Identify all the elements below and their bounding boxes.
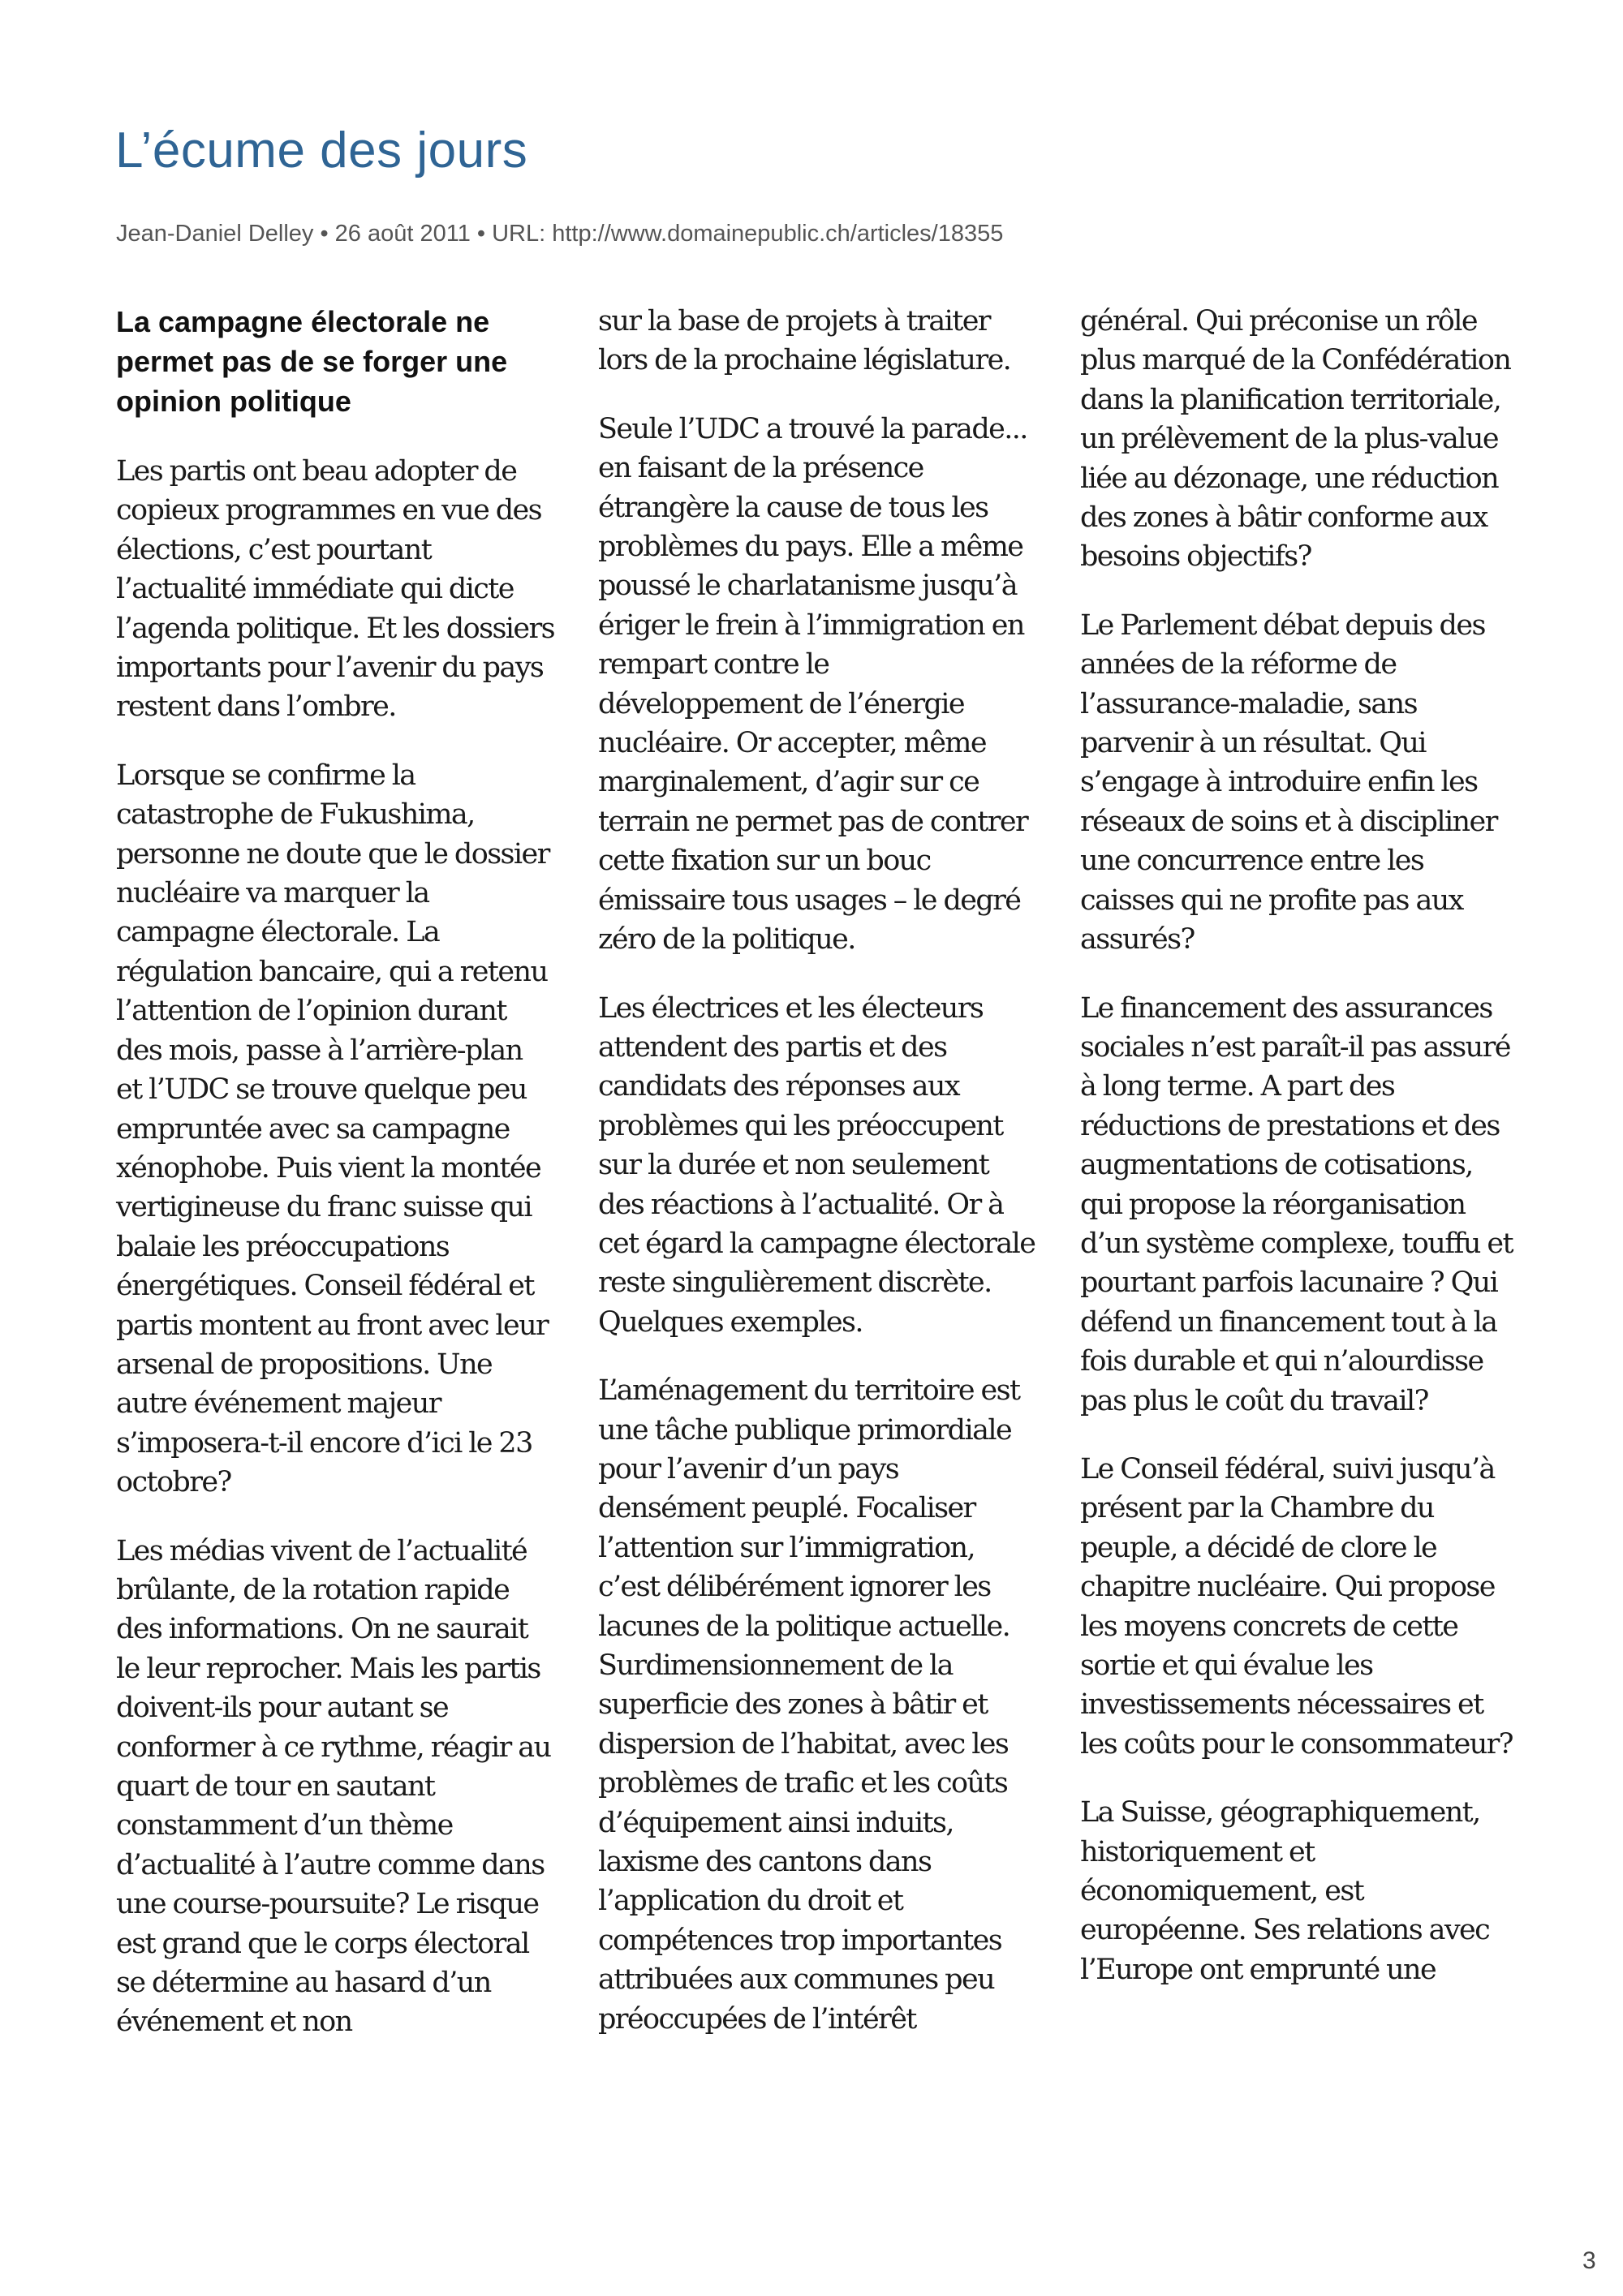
paragraph: L’aménagement du territoire est une tâche publique primordiale pour l’avenir d’un pays densément peuplé. Focaliser l’attention sur l’immigration, c’est délibérément ignorer les lacunes de la politique actuelle. Surdimensionnement de la superficie des zones à bâtir et dispersion de l’habitat, avec les problèmes de trafic et les coûts d’équipement ainsi induits, laxisme des cantons dans l’application du droit et compétences trop importantes attribuées aux communes peu préoccupées de l’intérêt xyxy=(598,1374,1020,2036)
paragraph: Les médias vivent de l’actualité brûlante, de la rotation rapide des informations. On ne saurait le leur reprocher. Mais les partis doivent-ils pour autant se conformer à ce rythme, réagir au quart de tour en sautant constamment d’un thème d’actualité à l’autre comme dans une course-poursuite? Le risque est grand que le corps électoral se détermine au hasard d’un événement et non xyxy=(116,1534,551,2039)
paragraph: Le Conseil fédéral, suivi jusqu’à présent par la Chambre du peuple, a décidé de clore le chapitre nucléaire. Qui propose les moyens concrets de cette sortie et qui évalue les investissements nécessaires et les coûts pour le consommateur? xyxy=(1080,1452,1513,1761)
paragraph: La Suisse, géographiquement, historiquement et économiquement, est européenne. Ses relations avec l’Europe ont emprunté une xyxy=(1080,1796,1490,1986)
paragraph: Seule l’UDC a trouvé la parade... en faisant de la présence étrangère la cause de tous les problèmes du pays. Elle a même poussé le charlatanisme jusqu’à ériger le frein à l’immigration en rempart contre le développement de l’énergie nucléaire. Or accepter, même marginalement, d’agir sur ce terrain ne permet pas de contrer cette fixation sur un bouc émissaire tous usages – le degré zéro de la politique. xyxy=(598,412,1028,957)
paragraph: sur la base de projets à traiter lors de la prochaine législature. xyxy=(598,305,1011,377)
paragraph: général. Qui préconise un rôle plus marqué de la Confédération dans la planification territoriale, un prélèvement de la plus-value liée au dézonage, une réduction des zones à bâtir conforme aux besoins objectifs? xyxy=(1080,305,1511,574)
paragraph: Le financement des assurances sociales n’est paraît-il pas assuré à long terme. A part des réductions de prestations et des augmentations de cotisations, qui propose la réorganisation d’un système complexe, touffu et pourtant parfois lacunaire ? Qui défend un financement tout à la fois durable et qui n’alourdisse pas plus le coût du travail? xyxy=(1080,991,1513,1417)
article-lede: La campagne électorale ne permet pas de se forger une opinion politique xyxy=(116,305,508,418)
paragraph: Le Parlement débat depuis des années de la réforme de l’assurance-maladie, sans parvenir à un résultat. Qui s’engage à introduire enfin les réseaux de soins et à discipliner une concurrence entre les caisses qui ne profite pas aux assurés? xyxy=(1080,608,1497,957)
text-column-3 xyxy=(1080,302,1518,1989)
paragraph: Lorsque se confirme la catastrophe de Fukushima, personne ne doute que le dossier nucléaire va marquer la campagne électorale. La régulation bancaire, qui a retenu l’attention de l’opinion durant des mois, passe à l’arrière-plan et l’UDC se trouve quelque peu empruntée avec sa campagne xénophobe. Puis vient la montée vertigineuse du franc suisse qui balaie les préoccupations énergétiques. Conseil fédéral et partis montent au front avec leur arsenal de propositions. Une autre événement majeur s’imposera-t-il encore d’ici le 23 octobre? xyxy=(116,759,549,1499)
text-column-2 xyxy=(598,302,1036,2039)
paragraph: Les partis ont beau adopter de copieux programmes en vue des élections, c’est pourtant l’actualité immédiate qui dicte l’agenda politique. Et les dossiers importants pour l’avenir du pays restent dans l’ombre. xyxy=(116,455,555,724)
article-title: L’écume des jours xyxy=(115,123,528,178)
article-byline: Jean-Daniel Delley • 26 août 2011 • URL: http://www.domainepublic.ch/articles/18355 xyxy=(116,221,1004,247)
paragraph: Les électrices et les électeurs attendent des partis et des candidats des réponses aux problèmes qui les préoccupent sur la durée et non seulement des réactions à l’actualité. Or à cet égard la campagne électorale reste singulièrement discrète. Quelques exemples. xyxy=(598,991,1035,1339)
page-number: 3 xyxy=(1582,2247,1596,2274)
text-column-1 xyxy=(116,302,554,2042)
